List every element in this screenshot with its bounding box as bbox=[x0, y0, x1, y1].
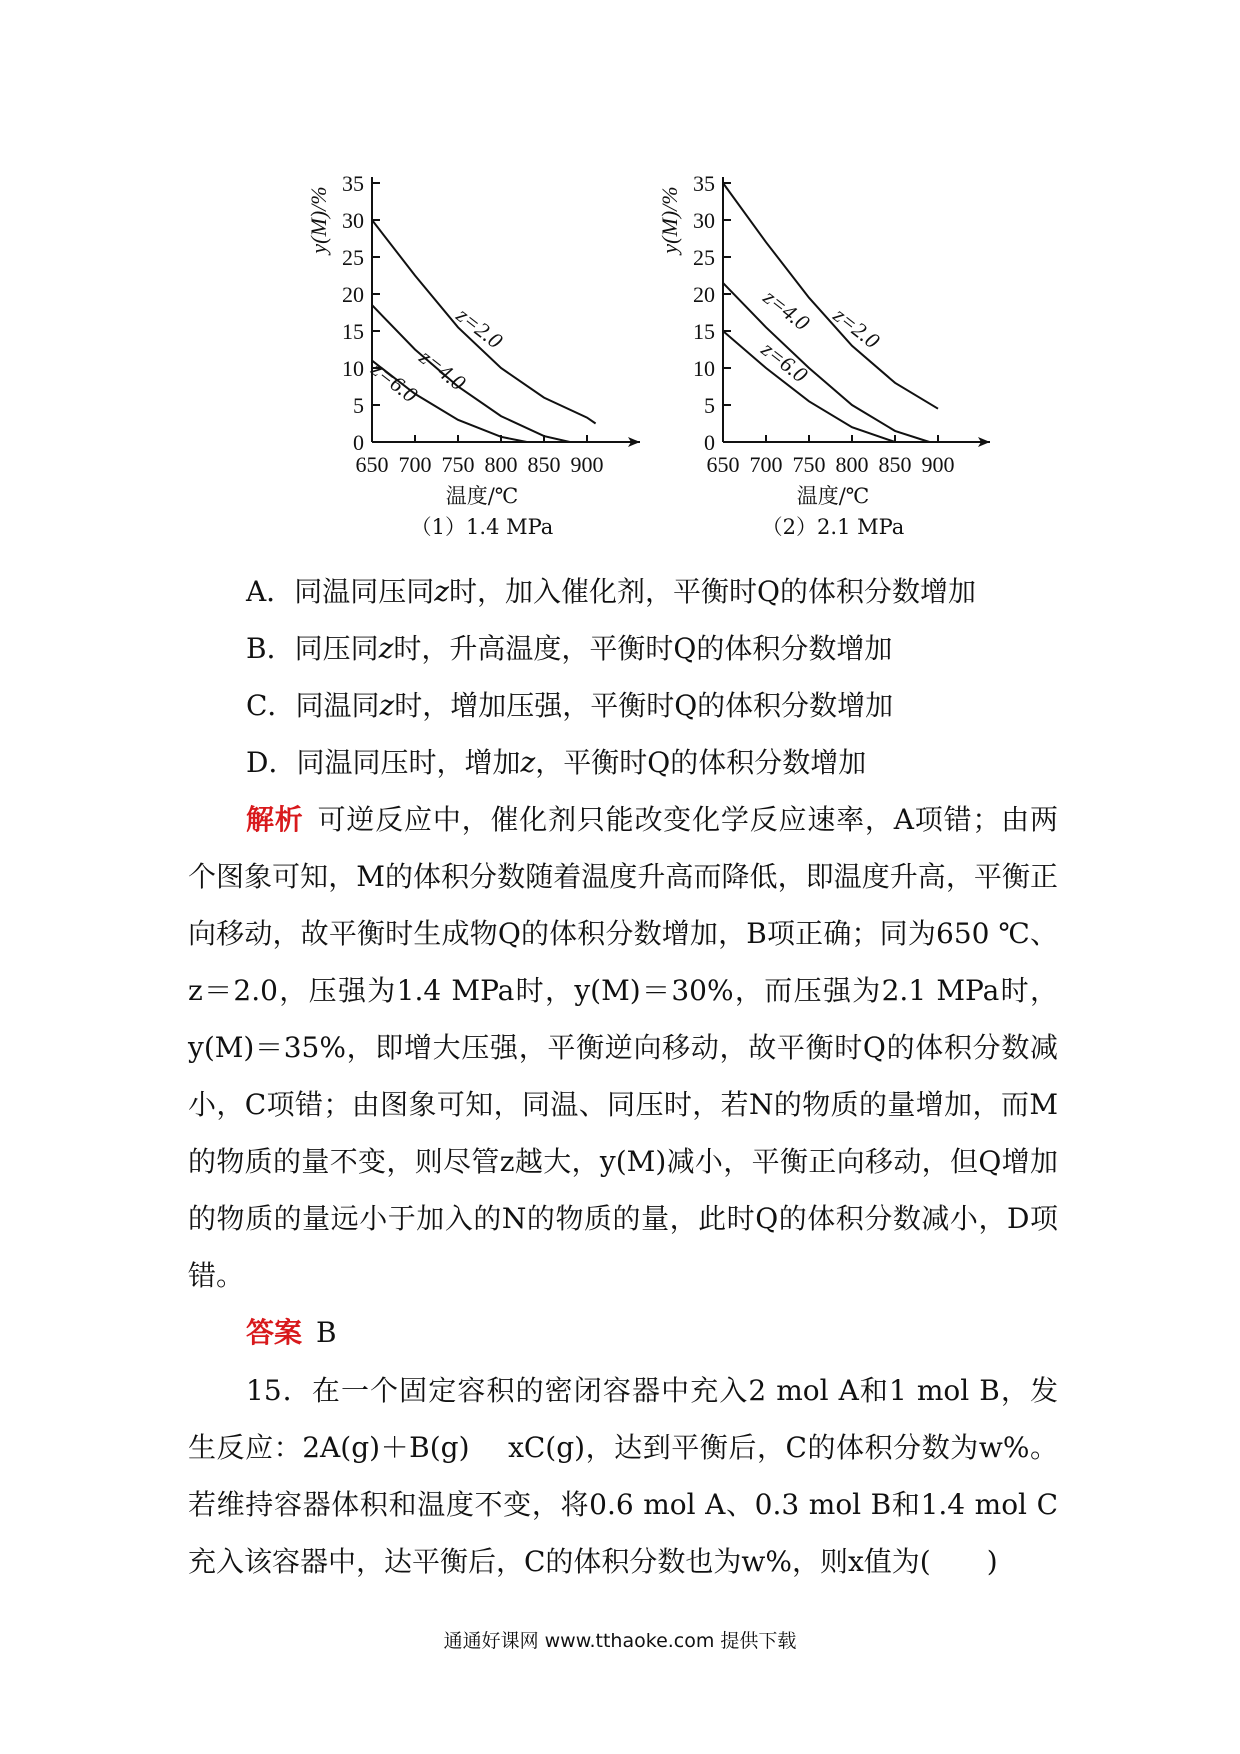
answer-line bbox=[246, 1313, 337, 1353]
chart-2-series-label: z=6.0 bbox=[756, 336, 813, 388]
chart-2-x-tick-label: 750 bbox=[792, 452, 826, 477]
option-c: C．同温同z时，增加压强，平衡时Q的体积分数增加 bbox=[246, 689, 894, 722]
figure-area bbox=[0, 0, 1240, 560]
answer-label: 答案 bbox=[246, 1316, 303, 1349]
charts-svg bbox=[0, 0, 1240, 560]
chart-2-series-label: z=2.0 bbox=[828, 302, 885, 354]
chart-1-caption: （1）1.4 MPa bbox=[410, 515, 554, 539]
chart-2-y-tick-label: 0 bbox=[704, 430, 715, 455]
chart-2-caption: （2）2.1 MPa bbox=[761, 515, 905, 539]
chart-1-series-label: z=2.0 bbox=[451, 302, 508, 354]
chart-2-y-tick-label: 10 bbox=[693, 356, 715, 381]
chart-2-x-tick-label: 900 bbox=[921, 452, 955, 477]
analysis-text: 可逆反应中，催化剂只能改变化学反应速率，A项错；由两个图象可知，M的体积分数随着温度升高而降低，即温度升高，平衡正向移动，故平衡时生成物Q的体积分数增加，B项正确；同为650 ℃、z＝2.0，压强为1.4 MPa时，y(M)＝30%，而压强为2.1 MPa时，y(M)＝35%，即增大压强，平衡逆向移动，故平衡时Q的体积分数减小，C项错；由图象可知，同温、同压时，若N的物质的量增加，而M的物质的量不变，则尽管z越大，y(M)减小，平衡正向移动，但Q增加的物质的量远小于加入的N的物质的量，此时Q的体积分数减小，D项错。 bbox=[188, 803, 1058, 1292]
chart-2-series-z-2.0 bbox=[723, 183, 938, 409]
chart-2-series-z-4.0 bbox=[723, 283, 929, 442]
chart-1-y-tick-label: 5 bbox=[353, 393, 364, 418]
option-b: B．同压同z时，升高温度，平衡时Q的体积分数增加 bbox=[246, 632, 893, 665]
chart-1-x-tick-label: 900 bbox=[570, 452, 604, 477]
chart-2-x-tick-label: 800 bbox=[835, 452, 869, 477]
chart-1-y-tick-label: 30 bbox=[342, 208, 364, 233]
chart-1-series-label: z=6.0 bbox=[366, 356, 423, 408]
analysis-label: 解析 bbox=[246, 803, 304, 836]
chart-1-x-tick-label: 650 bbox=[355, 452, 389, 477]
chart-1-y-tick-label: 0 bbox=[353, 430, 364, 455]
chart-2-y-tick-label: 5 bbox=[704, 393, 715, 418]
analysis-paragraph bbox=[188, 791, 1058, 1304]
chart-2-y-tick-label: 20 bbox=[693, 282, 715, 307]
chart-1-x-tick-label: 800 bbox=[484, 452, 518, 477]
chart-1-y-label: y(M)/% bbox=[306, 186, 331, 254]
option-d: D．同温同压时，增加z，平衡时Q的体积分数增加 bbox=[246, 746, 867, 779]
question-15-text: 15．在一个固定容积的密闭容器中充入2 mol A和1 mol B，发生反应：2A(g)＋B(g) xC(g)，达到平衡后，C的体积分数为w%。若维持容器体积和温度不变，将0.6 mol A、0.3 mol B和1.4 mol C充入该容器中，达平衡后，C的体积分数也为w%，则x值为( ) bbox=[188, 1374, 1058, 1578]
chart-2-y-tick-label: 25 bbox=[693, 245, 715, 270]
chart-1-x-tick-label: 850 bbox=[527, 452, 561, 477]
chart-1-y-tick-label: 25 bbox=[342, 245, 364, 270]
answer-value: B bbox=[316, 1316, 337, 1349]
chart-2-x-tick-label: 700 bbox=[749, 452, 783, 477]
chart-1-x-tick-label: 750 bbox=[441, 452, 475, 477]
chart-2-y-tick-label: 30 bbox=[693, 208, 715, 233]
chart-1-y-tick-label: 35 bbox=[342, 171, 364, 196]
chart-1-y-tick-label: 10 bbox=[342, 356, 364, 381]
chart-1-x-tick-label: 700 bbox=[398, 452, 432, 477]
option-a: A．同温同压同z时，加入催化剂，平衡时Q的体积分数增加 bbox=[246, 575, 976, 608]
chart-2-x-tick-label: 650 bbox=[706, 452, 740, 477]
chart-2-y-label: y(M)/% bbox=[657, 186, 682, 254]
chart-1-series-label: z=4.0 bbox=[414, 344, 471, 396]
chart-2-series-label: z=4.0 bbox=[758, 284, 815, 336]
chart-2-x-tick-label: 850 bbox=[878, 452, 912, 477]
chart-2-y-tick-label: 15 bbox=[693, 319, 715, 344]
chart-1-y-tick-label: 15 bbox=[342, 319, 364, 344]
question-15 bbox=[188, 1362, 1058, 1590]
chart-1-x-label: 温度/℃ bbox=[445, 484, 519, 508]
chart-1-y-tick-label: 20 bbox=[342, 282, 364, 307]
chart-2-x-label: 温度/℃ bbox=[796, 484, 870, 508]
chart-2-y-tick-label: 35 bbox=[693, 171, 715, 196]
page-footer: 通通好课网 www.tthaoke.com 提供下载 bbox=[443, 1630, 797, 1652]
